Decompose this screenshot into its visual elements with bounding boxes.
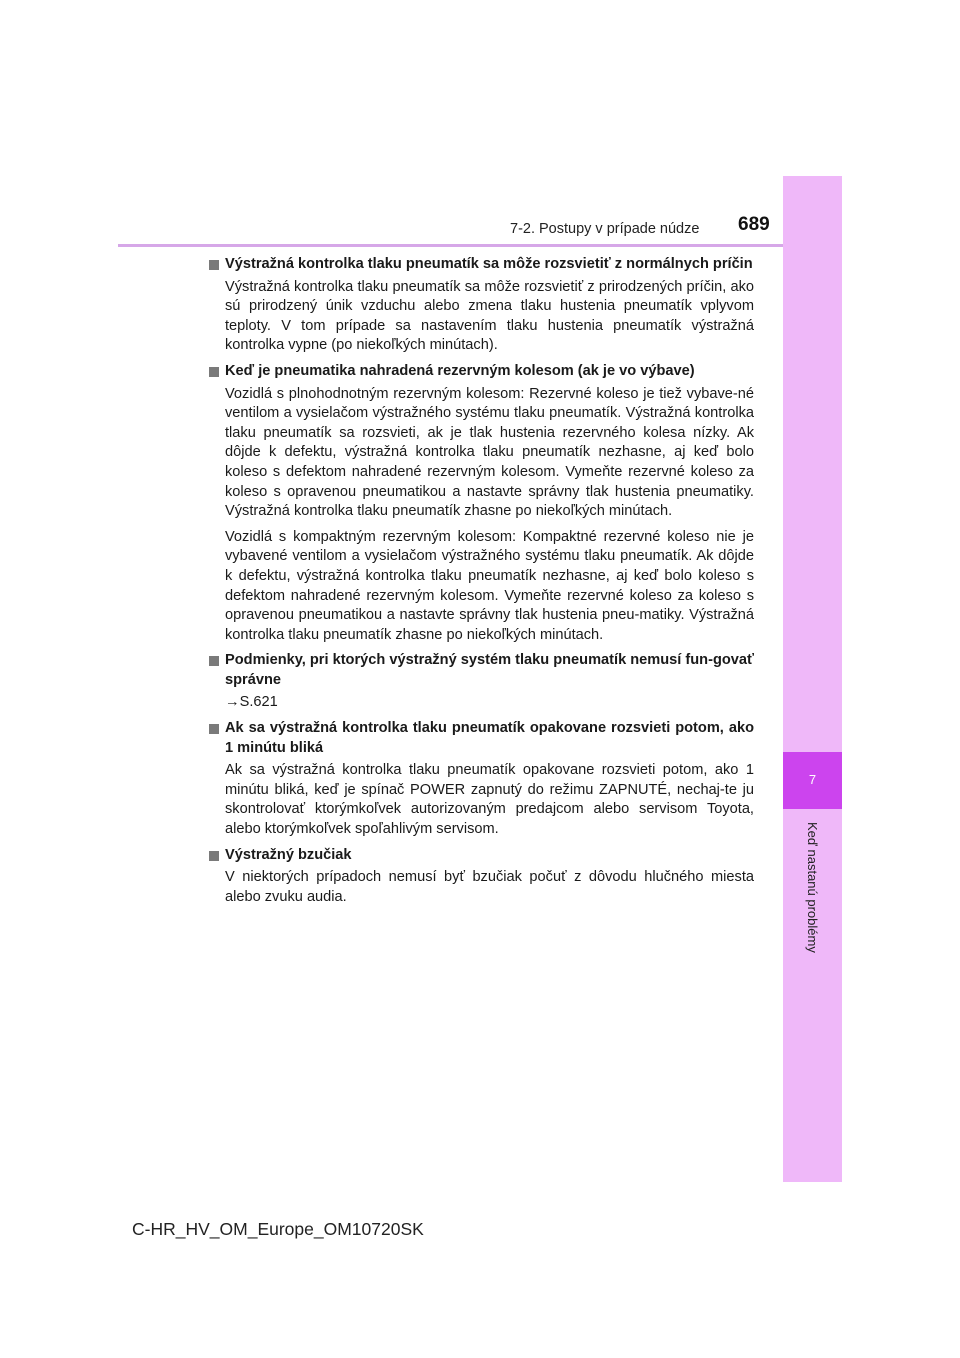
chapter-number-box[interactable] [783, 752, 842, 809]
bullet-square-icon [209, 656, 219, 666]
bullet-square-icon [209, 260, 219, 270]
bullet-square-icon [209, 851, 219, 861]
section-heading: Podmienky, pri ktorých výstražný systém tlaku pneumatík nemusí fun-govať správne [225, 652, 755, 688]
section-paragraph: V niektorých prípadoch nemusí byť bzučiak počuť z dôvodu hlučného miesta alebo zvuku audia. [225, 869, 754, 905]
section-heading: Ak sa výstražná kontrolka tlaku pneumatík opakovane rozsvieti potom, ako 1 minútu bliká [225, 720, 754, 756]
main-content [206, 255, 754, 913]
section-title: 7-2. Postupy v prípade núdze [510, 221, 700, 237]
section-paragraph: Vozidlá s kompaktným rezervným kolesom: Kompaktné rezervné koleso nie je vybavené ventilom a vysielačom výstražného systému tlaku pneumatík. Ak dôjde k defektu, výstražná kontrolka tlaku pneumatík nezhasne, aj keď bolo koleso s defektom nahradené rezervným kolesom. Vymeňte rezervné koleso za koleso s opravenou pneumatikou a nastavte správny tlak hustenia pneu-matiky. Výstražná kontrolka tlaku pneumatík zhasne po niekoľkých minútach. [225, 528, 754, 643]
section-paragraph: Vozidlá s plnohodnotným rezervným kolesom: Rezervné koleso je tiež vybave-né ventilom a vysielačom výstražného systému tlaku pneumatík. Výstražná kontrolka tlaku pneumatík sa rozsvieti, ak je tlak hustenia rezervného kolesa nízky. Ak dôjde k defektu, výstražná kontrolka tlaku pneumatík nezhasne, aj keď bolo koleso s defektom nahradené rezervným kolesom. Vymeňte rezervné koleso za koleso s opravenou pneumatikou a nastavte správny tlak hustenia pneumatiky. Výstražná kontrolka tlaku pneumatík zhasne po niekoľkých minútach. [225, 385, 754, 520]
section-system-conditions [206, 651, 754, 713]
section-spare-wheel [206, 362, 754, 645]
section-tire-warning-natural-causes [206, 255, 754, 356]
bullet-square-icon [209, 367, 219, 377]
header-divider [118, 244, 783, 247]
chapter-title: Keď nastanú problémy [805, 822, 820, 953]
bullet-square-icon [209, 724, 219, 734]
page-reference-link[interactable]: →S.621 [225, 694, 278, 711]
section-paragraph: Ak sa výstražná kontrolka tlaku pneumatík opakovane rozsvieti potom, ako 1 minútu bliká, keď je spínač POWER zapnutý do režimu ZAPNUTÉ, nechaj-te ju skontrolovať ktorýmkoľvek autorizovaným predajcom alebo servisom Toyota, alebo ktorýmkoľvek spoľahlivým servisom. [225, 762, 754, 838]
section-warning-buzzer [206, 846, 754, 908]
chapter-number: 7 [808, 772, 817, 787]
chapter-side-tab [783, 176, 842, 1182]
page-number: 689 [738, 214, 770, 235]
section-paragraph: Výstražná kontrolka tlaku pneumatík sa môže rozsvietiť z prirodzených príčin, ako sú prirodzený únik vzduchu alebo zmena tlaku hustenia pneumatík vplyvom teploty. V tom prípade sa nastavením tlaku hustenia pneumatík výstražná kontrolka vypne (po niekoľkých minútach). [225, 278, 754, 354]
section-heading: Výstražný bzučiak [225, 846, 352, 863]
section-heading: Výstražná kontrolka tlaku pneumatík sa môže rozsvietiť z normálnych príčin [225, 256, 753, 272]
footer-document-code: C-HR_HV_OM_Europe_OM10720SK [132, 1219, 424, 1239]
section-repeated-blinking [206, 719, 754, 840]
section-heading: Keď je pneumatika nahradená rezervným kolesom (ak je vo výbave) [225, 362, 695, 379]
